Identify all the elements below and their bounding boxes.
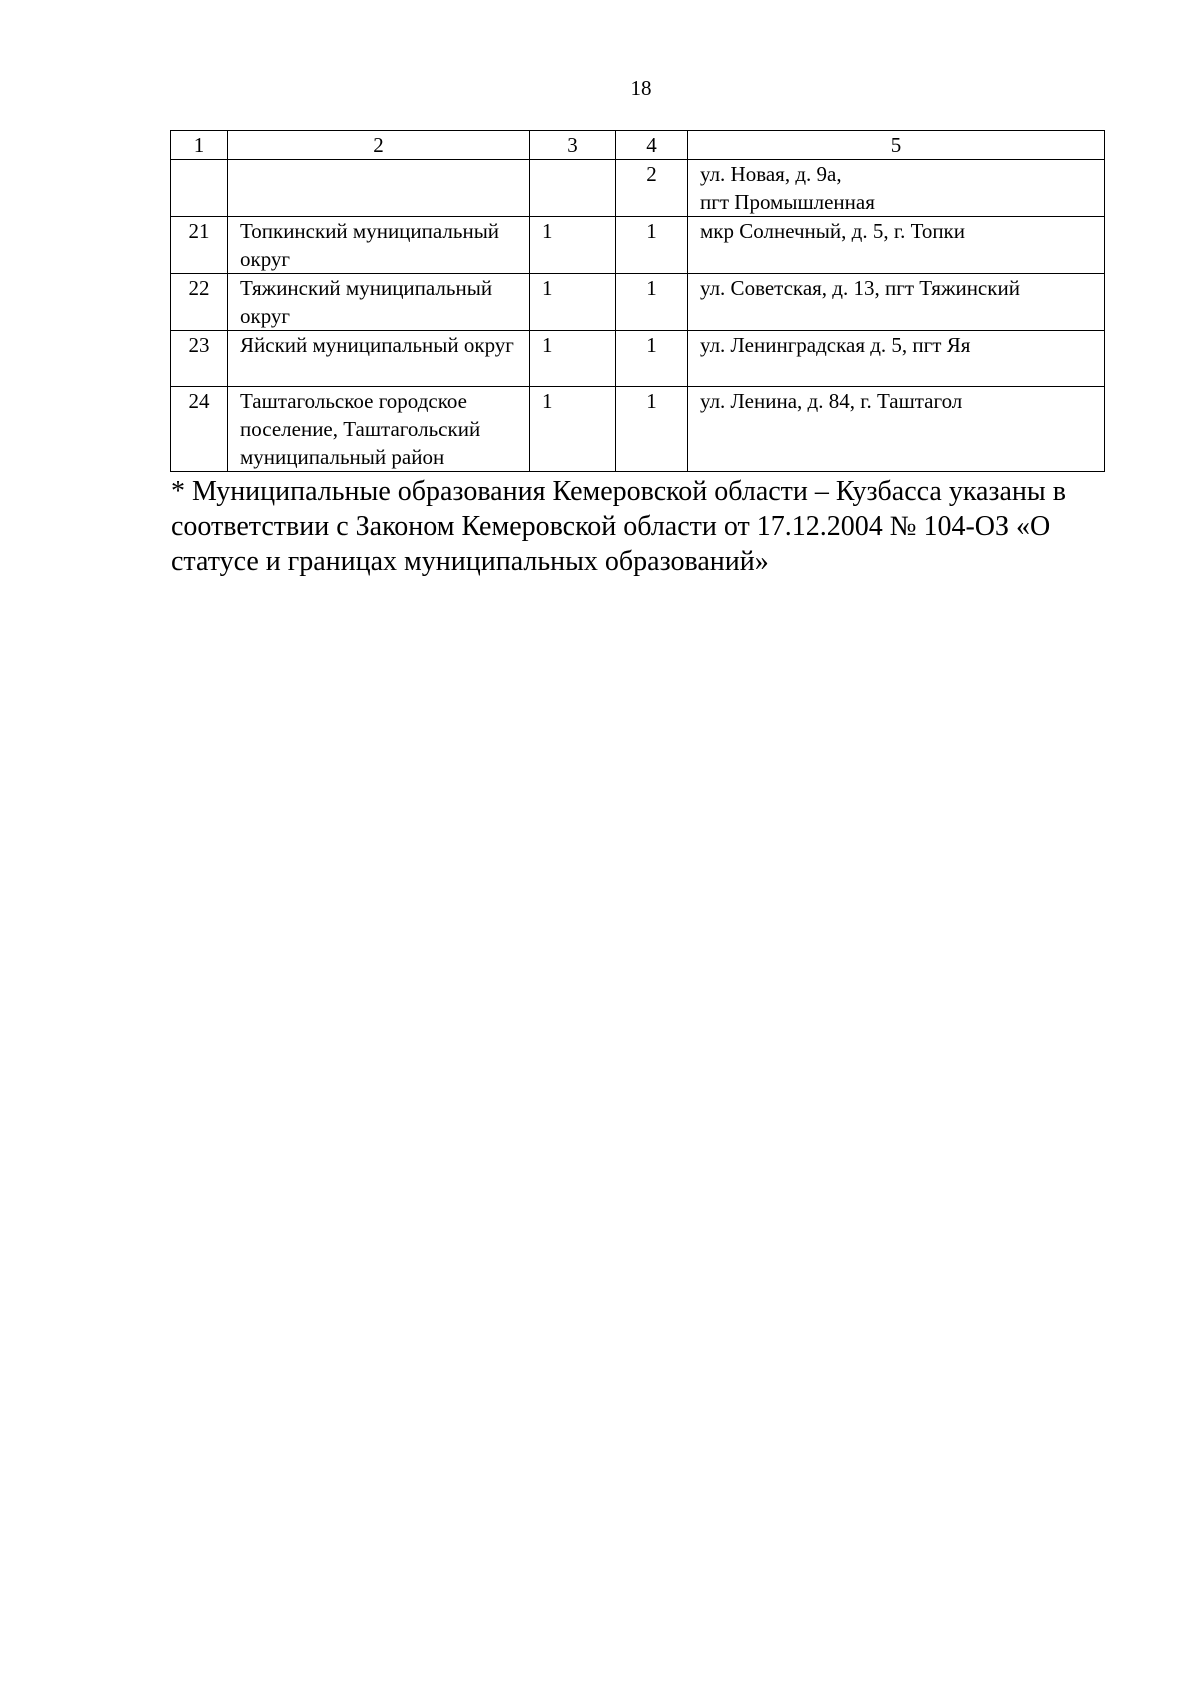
header-cell: 1 (171, 131, 228, 160)
table-row (171, 331, 1105, 387)
count-cell: 1 (530, 217, 616, 274)
item-number-cell: 1 (616, 217, 688, 274)
address-line: ул. Новая, д. 9а, (700, 162, 842, 186)
header-cell: 5 (688, 131, 1105, 160)
address-cell (688, 331, 1105, 387)
table-row (171, 387, 1105, 472)
header-cell: 2 (228, 131, 530, 160)
table-row (171, 274, 1105, 331)
item-number-cell: 1 (616, 331, 688, 387)
count-cell (530, 160, 616, 217)
footnote: * Муниципальные образования Кемеровской области – Кузбасса указаны в соответствии с Законом Кемеровской области от 17.12.2004 № 104-ОЗ «О статусе и границах муниципальных образований» (171, 476, 1066, 577)
row-number-cell: 23 (171, 331, 228, 387)
municipality-cell: Топкинский муниципальный округ (228, 217, 530, 274)
address-cell (688, 217, 1105, 274)
row-number-cell: 24 (171, 387, 228, 472)
table-row (171, 160, 1105, 217)
address-cell (688, 160, 1105, 217)
municipality-cell: Яйский муниципальный округ (228, 331, 530, 387)
table-header-row (171, 131, 1105, 160)
address-line: ул. Советская, д. 13, пгт Тяжинский (700, 276, 1020, 300)
count-cell: 1 (530, 387, 616, 472)
municipality-cell: Таштагольское городское поселение, Таштагольский муниципальный район (228, 387, 530, 472)
count-cell: 1 (530, 274, 616, 331)
address-cell (688, 387, 1105, 472)
address-line: пгт Промышленная (700, 190, 875, 214)
page-number: 18 (630, 76, 652, 100)
address-line: ул. Ленина, д. 84, г. Таштагол (700, 389, 963, 413)
municipality-cell (228, 160, 530, 217)
item-number-cell: 2 (616, 160, 688, 217)
address-line: мкр Солнечный, д. 5, г. Топки (700, 219, 965, 243)
item-number-cell: 1 (616, 387, 688, 472)
item-number-cell: 1 (616, 274, 688, 331)
count-cell: 1 (530, 331, 616, 387)
row-number-cell (171, 160, 228, 217)
header-cell: 3 (530, 131, 616, 160)
table-row (171, 217, 1105, 274)
address-line: ул. Ленинградская д. 5, пгт Яя (700, 333, 971, 357)
row-number-cell: 21 (171, 217, 228, 274)
address-cell (688, 274, 1105, 331)
addresses-table (170, 130, 1105, 472)
header-cell: 4 (616, 131, 688, 160)
row-number-cell: 22 (171, 274, 228, 331)
municipality-cell: Тяжинский муниципальный округ (228, 274, 530, 331)
